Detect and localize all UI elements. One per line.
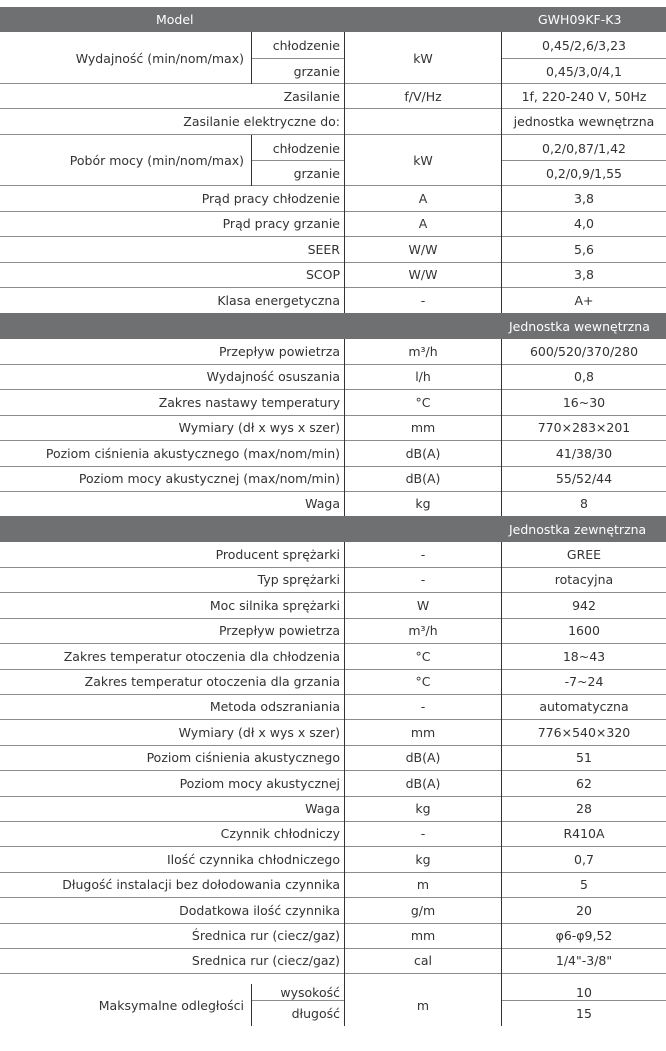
indoor-spec-row [0,364,666,390]
general-spec-row [0,288,666,314]
general-spec-label: Prąd pracy grzanie [222,216,340,231]
model-value: GWH09KF-K3 [538,12,622,27]
capacity-unit: kW [345,33,501,83]
indoor-spec-label: Poziom mocy akustycznej (max/nom/min) [78,471,340,486]
general-spec-value: 4,0 [574,216,594,231]
outdoor-spec-label: Przepływ powietrza [218,623,340,638]
outdoor-spec-unit: - [420,826,426,841]
indoor-spec-value: 16~30 [562,395,606,410]
distance-length-value: 15 [576,1006,592,1021]
indoor-spec-label: Zakres nastawy temperatury [158,395,340,410]
outdoor-spec-row [0,542,666,568]
outdoor-spec-value: 942 [572,598,596,613]
supply-value: 1f, 220-240 V, 50Hz [521,88,647,104]
general-spec-value: 5,6 [574,242,594,257]
indoor-spec-unit: kg [415,496,431,511]
outdoor-spec-unit: °C [415,674,431,689]
outdoor-spec-row [0,567,666,593]
outdoor-spec-unit: - [420,547,426,562]
outdoor-spec-label: Typ sprężarki [257,572,340,587]
indoor-spec-row [0,415,666,441]
outdoor-spec-unit: - [420,699,426,714]
outdoor-spec-label: Producent sprężarki [215,547,340,562]
outdoor-spec-unit: °C [415,649,431,664]
group-divider-capacity [251,32,252,84]
supply-to-row [0,109,666,135]
model-header-row [0,7,666,32]
supply-to-unit [345,109,501,134]
outdoor-spec-row [0,593,666,619]
indoor-spec-unit: m³/h [408,344,438,359]
outdoor-spec-unit: mm [410,928,436,943]
outdoor-section-title: Jednostka zewnętrzna [509,521,647,537]
outdoor-spec-unit: kg [415,852,431,867]
general-spec-unit: - [420,293,426,308]
capacity-cooling-value: 0,45/2,6/3,23 [542,38,626,53]
outdoor-spec-label: Zakres temperatur otoczenia dla grzania [84,674,340,689]
outdoor-spec-label: Ilość czynnika chłodniczego [167,852,340,867]
general-spec-value: 3,8 [574,191,594,206]
outdoor-spec-label: Poziom ciśnienia akustycznego [146,750,340,765]
capacity-heating-label: grzanie [293,63,340,79]
outdoor-spec-value: automatyczna [539,699,629,714]
outdoor-spec-row [0,847,666,873]
power-input-unit: kW [345,136,501,185]
outdoor-spec-value: 20 [576,903,592,918]
general-spec-unit: W/W [408,242,438,257]
outdoor-spec-row [0,948,666,974]
indoor-spec-value: 770×283×201 [537,420,631,435]
max-distance-label: Maksymalne odległości [0,985,252,1026]
outdoor-spec-label: Metoda odszraniania [209,699,340,714]
outdoor-spec-unit: - [420,572,426,587]
outdoor-spec-row [0,771,666,797]
indoor-spec-unit: °C [415,395,431,410]
indoor-header-row [0,313,666,339]
general-spec-unit: W/W [408,267,438,282]
indoor-spec-label: Wymiary (dł x wys x szer) [178,420,340,435]
indoor-spec-value: 41/38/30 [555,446,613,461]
capacity-heating-value: 0,45/3,0/4,1 [545,63,622,79]
group-divider-distance [251,984,252,1026]
outdoor-spec-value: -7~24 [564,674,604,689]
indoor-spec-label: Wydajność osuszania [206,369,340,384]
max-distance-unit: m [345,985,501,1026]
indoor-spec-value: 0,8 [574,369,594,384]
outdoor-spec-label: Wymiary (dł x wys x szer) [178,725,340,740]
outdoor-spec-row [0,821,666,847]
general-spec-value: 3,8 [574,267,594,282]
indoor-spec-row [0,390,666,416]
outdoor-spec-unit: W [416,598,430,613]
indoor-spec-row [0,466,666,492]
outdoor-spec-value: 62 [576,776,592,791]
indoor-spec-value: 55/52/44 [555,471,613,486]
model-label: Model [156,12,194,27]
outdoor-spec-row [0,694,666,720]
outdoor-spec-label: Waga [305,801,340,816]
indoor-spec-value: 8 [580,496,588,511]
general-spec-value: A+ [574,293,594,308]
column-divider-unit [501,32,502,313]
outdoor-spec-label: Średnica rur (ciecz/gaz) [191,928,340,943]
outdoor-spec-row [0,745,666,771]
outdoor-spec-unit: m³/h [408,623,438,638]
indoor-spec-row [0,339,666,365]
general-spec-label: Prąd pracy chłodzenie [201,191,340,206]
outdoor-spec-unit: kg [415,801,431,816]
outdoor-spec-value: 51 [576,750,592,765]
outdoor-spec-unit: dB(A) [405,776,441,791]
supply-row [0,84,666,109]
outdoor-spec-row [0,872,666,898]
general-spec-unit: A [418,191,428,206]
outdoor-spec-unit: mm [410,725,436,740]
column-divider-unit-indoor [501,339,502,516]
indoor-spec-row [0,491,666,517]
outdoor-spec-value: φ6-φ9,52 [555,928,613,943]
outdoor-spec-label: Poziom mocy akustycznej [179,776,340,791]
general-spec-unit: A [418,216,428,231]
outdoor-spec-value: 28 [576,801,592,816]
power-heating-value: 0,2/0,9/1,55 [545,165,622,181]
distance-length-label: długość [291,1006,340,1021]
supply-to-value: jednostka wewnętrzna [513,114,655,129]
power-cooling-label: chłodzenie [272,140,340,156]
outdoor-spec-value: 1/4"-3/8" [555,953,613,968]
indoor-spec-unit: mm [410,420,436,435]
outdoor-spec-unit: cal [413,953,432,968]
outdoor-spec-row [0,618,666,644]
outdoor-spec-label: Moc silnika sprężarki [209,598,340,613]
supply-unit: f/V/Hz [404,88,442,104]
indoor-spec-unit: dB(A) [405,471,441,486]
outdoor-spec-label: Długość instalacji bez dołodowania czynnika [62,877,340,892]
general-spec-label: Klasa energetyczna [217,293,340,308]
outdoor-spec-value: 0,7 [574,852,594,867]
indoor-spec-value: 600/520/370/280 [529,344,639,359]
indoor-spec-label: Waga [305,496,340,511]
column-divider-label [344,32,345,313]
indoor-spec-label: Przepływ powietrza [218,344,340,359]
power-heating-label: grzanie [293,165,340,181]
capacity-label: Wydajność (min/nom/max) [0,33,252,83]
column-divider-label-indoor [344,339,345,516]
power-input-label: Pobór mocy (min/nom/max) [0,136,252,185]
outdoor-spec-row [0,720,666,746]
group-divider-power [251,135,252,186]
distance-height-value: 10 [576,985,592,1000]
outdoor-spec-label: Czynnik chłodniczy [220,826,340,841]
power-cooling-value: 0,2/0,87/1,42 [542,140,626,156]
outdoor-spec-value: 776×540×320 [537,725,631,740]
outdoor-spec-row [0,644,666,670]
general-spec-label: SEER [307,242,340,257]
indoor-spec-label: Poziom ciśnienia akustycznego (max/nom/min) [45,446,340,461]
outdoor-spec-value: 1600 [568,623,600,638]
outdoor-spec-row [0,669,666,695]
outdoor-spec-unit: dB(A) [405,750,441,765]
outdoor-spec-label: Srednica rur (ciecz/gaz) [191,953,340,968]
general-spec-row [0,237,666,263]
outdoor-spec-value: rotacyjna [554,572,614,587]
outdoor-spec-value: R410A [563,826,605,841]
column-divider-label-outdoor [344,542,345,1026]
outdoor-header-row [0,516,666,542]
general-spec-label: SCOP [305,267,340,282]
supply-label: Zasilanie [283,88,340,104]
outdoor-spec-value: 18~43 [562,649,606,664]
capacity-cooling-label: chłodzenie [272,38,340,53]
general-spec-row [0,211,666,237]
general-spec-row [0,262,666,288]
outdoor-spec-row [0,898,666,924]
outdoor-spec-label: Dodatkowa ilość czynnika [179,903,340,918]
outdoor-spec-value: GREE [566,547,602,562]
supply-to-label: Zasilanie elektryczne do: [183,114,340,129]
distance-height-label: wysokość [280,985,340,1000]
indoor-spec-unit: dB(A) [405,446,441,461]
indoor-spec-unit: l/h [415,369,431,384]
outdoor-spec-row [0,796,666,822]
outdoor-spec-value: 5 [580,877,588,892]
indoor-section-title: Jednostka wewnętrzna [509,318,650,334]
indoor-spec-row [0,441,666,467]
outdoor-spec-row [0,923,666,949]
outdoor-spec-unit: g/m [410,903,436,918]
column-divider-unit-outdoor [501,542,502,1026]
general-spec-row [0,186,666,212]
outdoor-spec-label: Zakres temperatur otoczenia dla chłodzenia [63,649,340,664]
outdoor-spec-unit: m [416,877,430,892]
